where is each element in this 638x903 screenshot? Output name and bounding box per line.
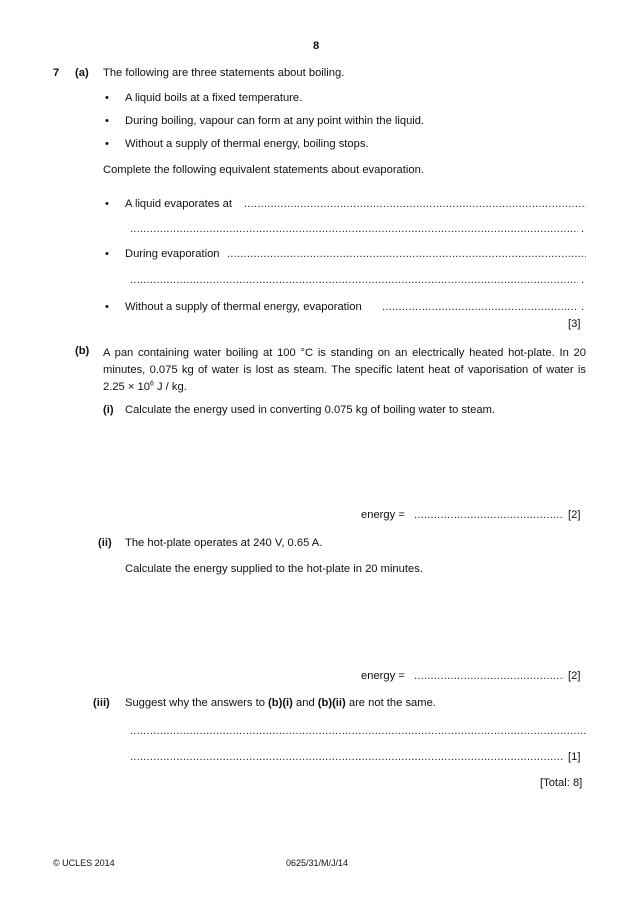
question-number: 7 bbox=[53, 67, 60, 79]
evaporation-statement-3: Without a supply of thermal energy, evaporation bbox=[125, 301, 362, 313]
sub-i-answer-line[interactable] bbox=[414, 509, 564, 521]
part-a-label: (a) bbox=[75, 67, 89, 79]
sub-iii-text: Suggest why the answers to (b)(i) and (b)(ii) are not the same. bbox=[125, 697, 436, 709]
boiling-statement-2: During boiling, vapour can form at any point within the liquid. bbox=[125, 115, 425, 127]
sub-ii-marks: [2] bbox=[568, 670, 581, 682]
end-period: . bbox=[581, 274, 585, 286]
evaporation-statement-2: During evaporation bbox=[125, 248, 220, 260]
footer-code: 0625/31/M/J/14 bbox=[286, 858, 349, 868]
sub-i-text: Calculate the energy used in converting 0.075 kg of boiling water to steam. bbox=[125, 404, 496, 416]
sub-iii-marks: [1] bbox=[568, 751, 581, 763]
bullet-icon: • bbox=[105, 248, 109, 260]
footer-copyright: © UCLES 2014 bbox=[53, 858, 115, 868]
sub-iii-label: (iii) bbox=[93, 697, 110, 709]
total-marks: [Total: 8] bbox=[540, 777, 583, 789]
sub-ii-answer-label: energy = bbox=[361, 670, 405, 682]
bullet-icon: • bbox=[105, 115, 109, 127]
sub-i-label: (i) bbox=[103, 404, 114, 416]
answer-line-3[interactable] bbox=[382, 301, 578, 313]
end-period: . bbox=[581, 301, 585, 313]
end-period: . bbox=[581, 223, 585, 235]
bullet-icon: • bbox=[105, 92, 109, 104]
boiling-statement-3: Without a supply of thermal energy, boiling stops. bbox=[125, 138, 369, 150]
sub-i-marks: [2] bbox=[568, 509, 581, 521]
evaporation-statement-1: A liquid evaporates at bbox=[125, 198, 232, 210]
answer-line-1a[interactable] bbox=[244, 198, 586, 210]
bullet-icon: • bbox=[105, 198, 109, 210]
sub-iii-answer-line-1[interactable] bbox=[130, 725, 586, 737]
bullet-icon: • bbox=[105, 301, 109, 313]
sub-ii-text-1: The hot-plate operates at 240 V, 0.65 A. bbox=[125, 537, 323, 549]
answer-line-1b[interactable] bbox=[130, 223, 578, 235]
sub-i-answer-label: energy = bbox=[361, 509, 405, 521]
answer-line-2a[interactable] bbox=[227, 248, 586, 260]
part-a-intro: The following are three statements about boiling. bbox=[103, 67, 345, 79]
boiling-statement-1: A liquid boils at a fixed temperature. bbox=[125, 92, 303, 104]
bullet-icon: • bbox=[105, 138, 109, 150]
sub-ii-label: (ii) bbox=[98, 537, 112, 549]
part-a-instruction: Complete the following equivalent statements about evaporation. bbox=[103, 164, 424, 176]
part-b-text: A pan containing water boiling at 100 °C is standing on an electrically heated hot-plate. In 20 minutes, 0.075 kg of water is lost as steam. The specific latent heat of vaporisation of water is $2.25 \times 10^6$ J / kg. bbox=[103, 347, 586, 393]
part-b-label: (b) bbox=[75, 345, 90, 357]
part-a-marks: [3] bbox=[568, 318, 581, 330]
page-number: 8 bbox=[313, 40, 320, 52]
sub-ii-text-2: Calculate the energy supplied to the hot-plate in 20 minutes. bbox=[125, 563, 423, 575]
sub-iii-answer-line-2[interactable] bbox=[130, 751, 564, 763]
sub-ii-answer-line[interactable] bbox=[414, 670, 564, 682]
answer-line-2b[interactable] bbox=[130, 274, 578, 286]
